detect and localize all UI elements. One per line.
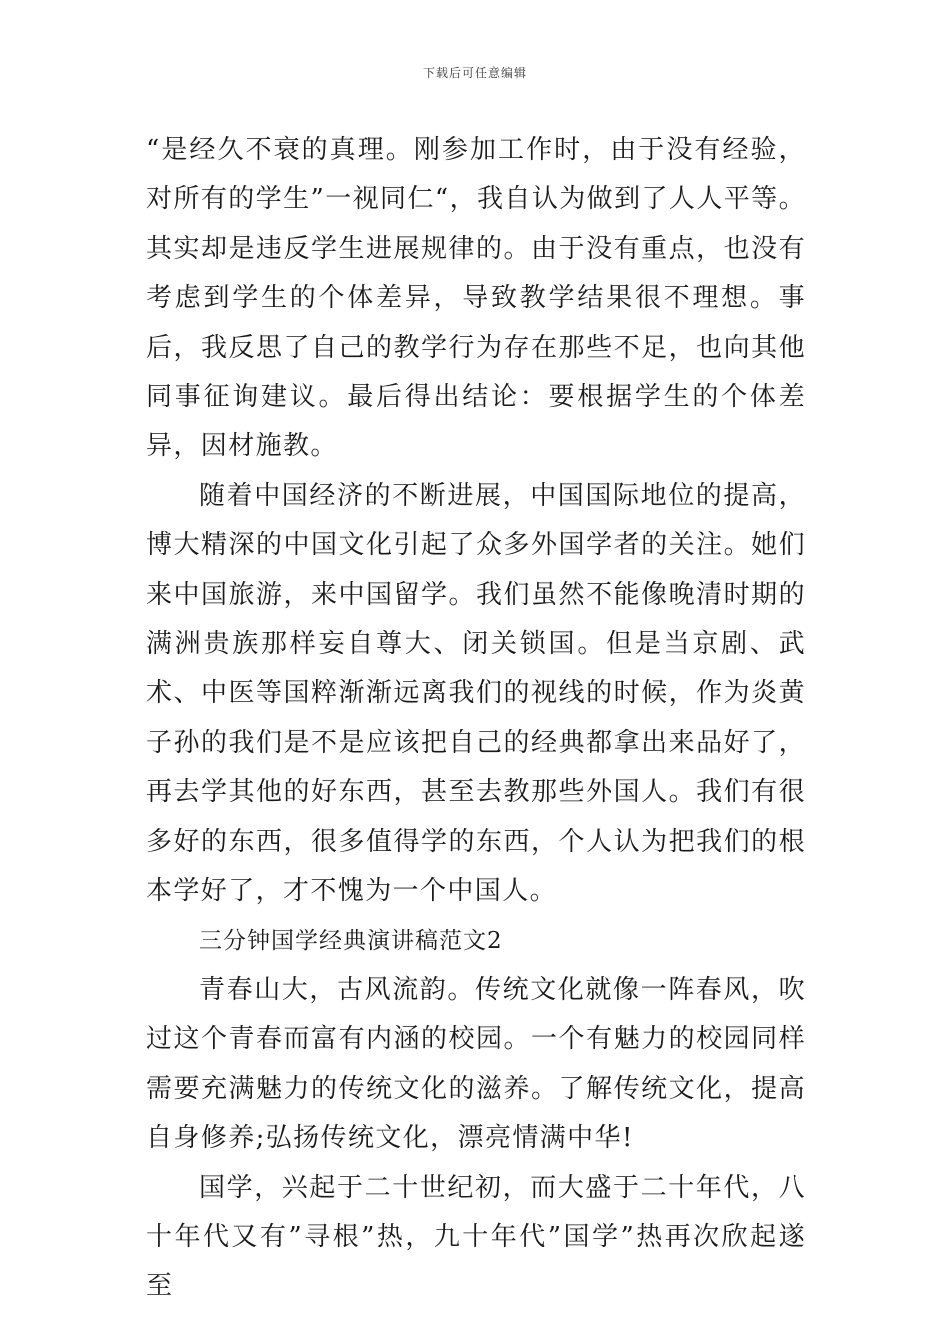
paragraph-3: 青春山大，古风流韵。传统文化就像一阵春风，吹过这个青春而富有内涵的校园。一个有魅力的校园同样需要充满魅力的传统文化的滋养。了解传统文化，提高自身修养;弘扬传统文化，漂亮情满中华! <box>146 974 806 1154</box>
paragraph-1: “是经久不衰的真理。刚参加工作时，由于没有经验，对所有的学生”一视同仁“，我自认为做到了人人平等。其实却是违反学生进展规律的。由于没有重点，也没有考虑到学生的个体差异，导致教学结果很不理想。事后，我反思了自己的教学行为存在那些不足，也向其他同事征询建议。最后得出结论：要根据学生的个体差异，因材施教。 <box>146 135 806 462</box>
page-header: 下载后可任意编辑 <box>422 66 527 80</box>
section-title: 三分钟国学经典演讲稿范文2 <box>199 927 503 954</box>
paragraph-2: 随着中国经济的不断进展，中国国际地位的提高，博大精深的中国文化引起了众多外国学者的关注。她们来中国旅游，来中国留学。我们虽然不能像晚清时期的满洲贵族那样妄自尊大、闭关锁国。但是当京剧、武术、中医等国粹渐渐远离我们的视线的时候，作为炎黄子孙的我们是不是应该把自己的经典都拿出来品好了，再去学其他的好东西，甚至去教那些外国人。我们有很多好的东西，很多值得学的东西，个人认为把我们的根本学好了，才不愧为一个中国人。 <box>146 480 806 907</box>
document-body <box>146 126 806 1312</box>
paragraph-4: 国学，兴起于二十世纪初，而大盛于二十年代，八十年代又有”寻根”热，九十年代”国学”热再次欣起遂至 <box>146 1172 806 1302</box>
